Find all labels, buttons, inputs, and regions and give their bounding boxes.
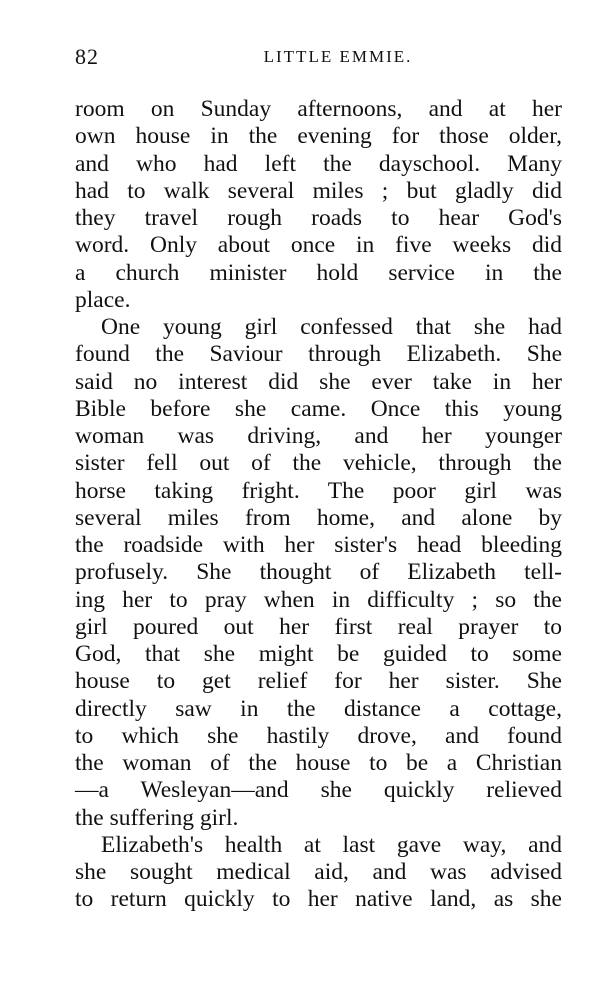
- text-line: to which she hastily drove, and found: [75, 722, 562, 749]
- text-line: house to get relief for her sister. She: [75, 668, 562, 695]
- text-line: the roadside with her sister's head bleeding: [75, 532, 562, 558]
- text-line: word. Only about once in five weeks did: [75, 232, 562, 259]
- text-line: the suffering girl.: [75, 804, 239, 831]
- text-line: the woman of the house to be a Christian: [75, 750, 562, 776]
- text-line: girl poured out her first real prayer to: [75, 613, 562, 640]
- text-line: sister fell out of the vehicle, through the: [75, 450, 562, 477]
- text-line: God, that she might be guided to some: [75, 641, 562, 667]
- text-line: found the Saviour through Elizabeth. She: [75, 341, 562, 368]
- text-line: several miles from home, and alone by: [75, 504, 562, 531]
- running-head: [75, 44, 561, 74]
- running-title: LITTLE EMMIE.: [263, 47, 413, 66]
- page-number: 82: [75, 44, 99, 69]
- text-line: and who had left the dayschool. Many: [75, 150, 562, 177]
- text-line: —a Wesleyan—and she quickly relieved: [75, 777, 562, 804]
- body-text: [75, 96, 562, 914]
- text-line: had to walk several miles ; but gladly did: [75, 177, 562, 204]
- text-line: Elizabeth's health at last gave way, and: [101, 831, 562, 858]
- text-line: woman was driving, and her younger: [75, 423, 562, 449]
- text-line: to return quickly to her native land, as she: [75, 886, 562, 913]
- text-line: directly saw in the distance a cottage,: [75, 695, 562, 722]
- text-line: own house in the evening for those older,: [75, 123, 562, 150]
- text-line: place.: [75, 286, 131, 313]
- text-line: room on Sunday afternoons, and at her: [75, 96, 562, 122]
- text-line: they travel rough roads to hear God's: [75, 205, 562, 231]
- text-line: horse taking fright. The poor girl was: [75, 477, 562, 504]
- text-line: Bible before she came. Once this young: [75, 395, 562, 422]
- text-line: profusely. She thought of Elizabeth tell-: [75, 559, 562, 586]
- text-line: said no interest did she ever take in her: [75, 368, 562, 395]
- text-line: she sought medical aid, and was advised: [75, 859, 562, 885]
- text-line: a church minister hold service in the: [75, 259, 562, 286]
- text-line: ing her to pray when in difficulty ; so the: [75, 586, 562, 613]
- text-line: One young girl confessed that she had: [101, 314, 562, 340]
